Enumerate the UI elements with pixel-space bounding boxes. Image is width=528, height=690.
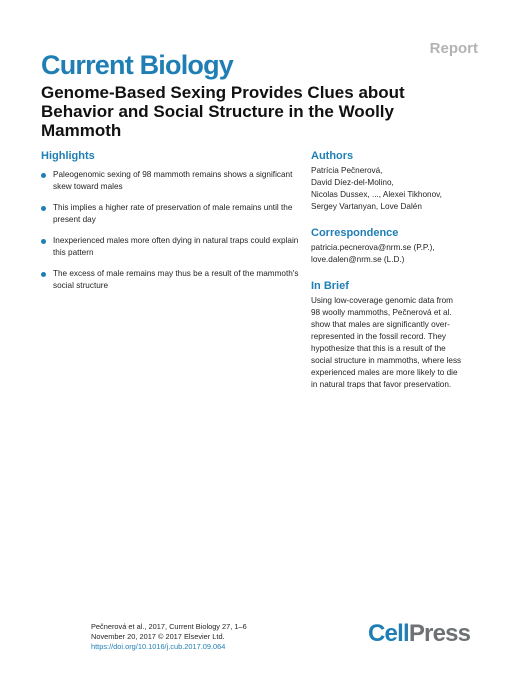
highlights-list	[41, 169, 303, 292]
citation-text: Pečnerová et al., 2017, Current Biology 27, 1–6	[91, 622, 247, 631]
author-line: David Díez-del-Molino,	[311, 178, 394, 187]
copyright-text: November 20, 2017 © 2017 Elsevier Ltd.	[91, 632, 225, 641]
citation-footer	[91, 622, 331, 652]
in-brief-line: 98 woolly mammoths, Pečnerová et al.	[311, 308, 452, 317]
in-brief-line: hypothesize that this is a result of the	[311, 344, 446, 353]
in-brief-line: experienced males are more likely to die	[311, 368, 458, 377]
in-brief-heading: In Brief	[311, 280, 349, 292]
highlight-item	[41, 202, 303, 226]
in-brief-line: social structure in mammoths, where less	[311, 356, 462, 365]
doi-link[interactable]: https://doi.org/10.1016/j.cub.2017.09.064	[91, 642, 226, 651]
cell-press-logo	[368, 620, 470, 648]
author-line: Sergey Vartanyan, Love Dalén	[311, 202, 422, 211]
highlights-section	[41, 150, 303, 301]
highlight-item	[41, 235, 303, 259]
sidebar-column	[311, 150, 483, 391]
journal-name: Current Biology	[41, 50, 234, 80]
highlight-item	[41, 169, 303, 193]
in-brief-line: show that males are significantly over-	[311, 320, 450, 329]
author-line: Patrícia Pečnerová,	[311, 166, 383, 175]
article-type-label: Report	[429, 40, 478, 57]
correspondence-heading: Correspondence	[311, 227, 399, 239]
bullet-icon	[41, 173, 46, 178]
highlight-item	[41, 268, 303, 292]
highlights-heading: Highlights	[41, 150, 95, 162]
logo-press-text: Press	[408, 620, 471, 647]
in-brief-line: in natural traps that favor preservation.	[311, 380, 452, 389]
highlight-text: The excess of male remains may thus be a result of the mammoth's social structure	[53, 269, 299, 290]
bullet-icon	[41, 239, 46, 244]
authors-heading: Authors	[311, 150, 354, 162]
highlight-text: This implies a higher rate of preservation of male remains until the present day	[53, 203, 293, 224]
in-brief-line: represented in the fossil record. They	[311, 332, 447, 341]
highlight-text: Paleogenomic sexing of 98 mammoth remains shows a significant skew toward males	[53, 170, 293, 191]
bullet-icon	[41, 206, 46, 211]
highlight-text: Inexperienced males more often dying in natural traps could explain this pattern	[53, 236, 299, 257]
correspondence-email[interactable]: patricia.pecnerova@nrm.se (P.P.),	[311, 243, 435, 252]
article-title: Genome-Based Sexing Provides Clues about Behavior and Social Structure in the Woolly Mammoth	[41, 83, 405, 140]
correspondence-email[interactable]: love.dalen@nrm.se (L.D.)	[311, 255, 405, 264]
authors-list	[311, 165, 483, 213]
logo-cell-text: Cell	[368, 620, 409, 647]
author-line: Nicolas Dussex, ..., Alexei Tikhonov,	[311, 190, 442, 199]
in-brief-line: Using low-coverage genomic data from	[311, 296, 453, 305]
in-brief-text	[311, 295, 483, 391]
correspondence-emails	[311, 242, 483, 266]
bullet-icon	[41, 272, 46, 277]
